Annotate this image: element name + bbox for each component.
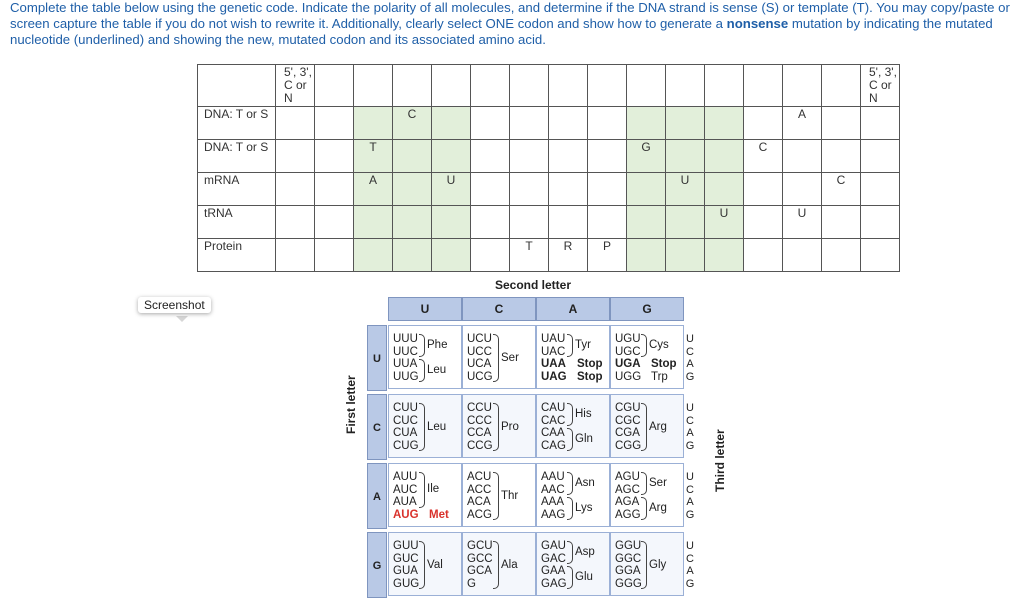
worksheet-cell: U [666,173,705,206]
first-letter-label: First letter [344,375,358,434]
worksheet-cell [393,239,432,272]
worksheet-cell: U [432,173,471,206]
third-letter-g: G [685,508,695,521]
worksheet-cell [744,107,783,140]
codon: GCA [467,565,492,578]
worksheet-cell: A [354,173,393,206]
worksheet-row [198,140,900,173]
worksheet-cell [666,239,705,272]
codon: CAG [541,439,566,452]
codon: AUC [393,483,418,496]
worksheet-cell [393,206,432,239]
worksheet-cell [588,206,627,239]
codon: GAC [541,552,566,565]
worksheet-cell [510,140,549,173]
worksheet-header-row [198,65,900,107]
codon: ACG [467,508,492,521]
worksheet-cell: R [549,239,588,272]
first-letter-a: A [367,463,387,529]
instructions-part2: mutation by indicating the mutated nucleotide (underlined) and showing the new, mutated codon and its associated amino acid. [10,16,993,47]
worksheet-cell [315,107,354,140]
worksheet-cell [822,65,861,107]
codon: UUC [393,345,418,358]
brace-bracket [419,541,425,589]
genetic-code-chart [340,278,727,609]
codon: CUG [393,439,419,452]
codon-block-uc [462,325,536,389]
codon: CAC [541,414,566,427]
codon: CGA [615,427,640,440]
worksheet-cell [315,173,354,206]
worksheet-cell [783,65,822,107]
third-letter-c: C [686,345,694,358]
codon: UCA [467,358,492,371]
codon: UGG [615,370,642,383]
worksheet-cell [627,107,666,140]
amino-acid-label: Trp [651,370,668,383]
codon: UGA [615,358,641,371]
brace-bracket [493,334,499,382]
amino-acid-label: Arg [649,420,667,433]
codon: AAC [541,483,565,496]
third-letter-column [683,402,697,452]
worksheet-cell [549,206,588,239]
third-letter-u: U [686,333,694,345]
codon: CAA [541,427,565,440]
amino-acid-label: Glu [575,571,593,584]
third-letter-g: G [685,439,695,452]
worksheet-table [197,64,900,272]
codon: AUG [393,508,419,521]
third-letter-a: A [686,358,694,371]
codon: GUG [393,577,420,590]
worksheet-row-label: mRNA [198,173,276,206]
amino-acid-label: Asn [575,477,595,490]
worksheet-cell [276,239,315,272]
brace-bracket [567,472,573,495]
second-letter-c: C [462,297,536,321]
codon: UUU [393,333,418,345]
codon: CCG [467,439,493,452]
codon: CCU [467,402,492,414]
worksheet-row-label: Protein [198,239,276,272]
brace-bracket [567,566,573,589]
amino-acid-label: Stop [651,358,677,371]
codon: AGU [615,471,640,483]
worksheet-cell [510,65,549,107]
third-letter-column [683,333,697,383]
worksheet-row [198,173,900,206]
codon: UCC [467,345,492,358]
instructions-text [10,0,1020,48]
worksheet-cell [549,107,588,140]
codon: GAA [541,565,566,578]
codon: G [467,577,476,590]
worksheet-cell [549,65,588,107]
second-letter-a: A [536,297,610,321]
brace-bracket [641,334,647,357]
codon: UAC [541,345,566,358]
amino-acid-label: Ser [501,351,519,364]
worksheet-cell [471,140,510,173]
codon: CUC [393,414,418,427]
amino-acid-label: Thr [501,489,519,502]
brace-bracket [567,428,573,451]
brace-bracket [493,472,499,520]
worksheet-cell [627,239,666,272]
worksheet-cell [705,173,744,206]
worksheet-cell [861,107,900,140]
third-letter-g: G [685,370,695,383]
worksheet-cell [588,65,627,107]
worksheet-cell [510,173,549,206]
codon: AAA [541,496,565,509]
worksheet-cell [822,239,861,272]
worksheet-cell [315,140,354,173]
worksheet-cell [783,140,822,173]
worksheet-cell [315,65,354,107]
brace-bracket [641,541,647,589]
codon-block-cg [610,394,684,458]
worksheet-cell [432,140,471,173]
worksheet-row [198,239,900,272]
worksheet-cell: P [588,239,627,272]
worksheet-cell: T [354,140,393,173]
brace-bracket [567,497,573,520]
third-letter-a: A [686,565,694,578]
codon: GGA [615,565,641,578]
codon: GUU [393,540,419,552]
worksheet-cell [471,206,510,239]
worksheet-cell [354,65,393,107]
amino-acid-label: His [575,408,592,421]
codon: AUA [393,496,417,509]
worksheet-cell: C [393,107,432,140]
amino-acid-label: Ile [427,483,440,496]
third-letter-u: U [686,402,694,414]
worksheet-cell [783,173,822,206]
worksheet-cell [471,239,510,272]
first-letter-c: C [367,394,387,460]
amino-acid-label: Lys [575,502,593,515]
worksheet-cell [705,140,744,173]
amino-acid-label: Ser [649,477,667,490]
codon: AUU [393,471,418,483]
worksheet-cell [705,65,744,107]
brace-bracket [567,403,573,426]
worksheet-cell [315,239,354,272]
amino-acid-label: Arg [649,502,667,515]
worksheet-cell [354,206,393,239]
third-letter-c: C [686,414,694,427]
codon: AGG [615,508,641,521]
worksheet-cell: G [627,140,666,173]
codon: GUA [393,565,418,578]
amino-acid-label: Leu [427,364,447,377]
brace-bracket [567,334,573,357]
worksheet-cell [432,65,471,107]
codon: GGU [615,540,642,552]
amino-acid-label: Leu [427,420,447,433]
worksheet-cell: C [744,140,783,173]
codon: GCC [467,552,493,565]
codon: ACU [467,471,492,483]
worksheet-cell: U [705,206,744,239]
amino-acid-label: Phe [427,339,448,352]
worksheet-cell: A [783,107,822,140]
codon-block-cc [462,394,536,458]
codon: CCA [467,427,492,440]
amino-acid-label: Tyr [575,339,591,352]
codon: CAU [541,402,566,414]
third-letter-a: A [686,427,694,440]
codon: CUA [393,427,418,440]
worksheet-cell [276,206,315,239]
third-letter-c: C [686,483,694,496]
codon: ACC [467,483,492,496]
worksheet-cell [588,140,627,173]
worksheet-cell [276,107,315,140]
codon-block-gc [462,532,536,596]
amino-acid-label: Val [427,558,443,571]
worksheet-cell [471,65,510,107]
brace-bracket [641,472,647,495]
instructions-part1: Complete the table below using the genetic code. Indicate the polarity of all molecules, and determine if the DNA strand is sense (S) or template (T). You may copy/paste or screen capture the table if you do not wish to rewrite it. Additionally, clearly select ONE codon and show how to generate a [10,0,1010,31]
codon: ACA [467,496,491,509]
worksheet-cell [861,206,900,239]
codon: UAA [541,358,566,371]
worksheet-cell [627,173,666,206]
codon-block-aa [536,463,610,527]
worksheet-row [198,206,900,239]
third-letter-label: Third letter [713,429,727,492]
codon: GGG [615,577,642,590]
third-letter-u: U [686,471,694,483]
amino-acid-label: Asp [575,546,595,559]
third-letter-c: C [686,552,694,565]
worksheet-row [198,107,900,140]
header-polarity-last: 5', 3', C or N [861,65,900,107]
worksheet-cell [666,65,705,107]
amino-acid-label: Ala [501,558,518,571]
worksheet-cell [354,239,393,272]
codon: UGC [615,345,641,358]
codon: AAU [541,471,565,483]
codon-block-gg [610,532,684,596]
first-letter-u: U [367,325,387,391]
worksheet-cell [588,107,627,140]
amino-acid-label: Gly [649,558,667,571]
codon: UAU [541,333,566,345]
amino-acid-label: Met [429,508,449,521]
worksheet-cell [666,140,705,173]
worksheet-cell [822,206,861,239]
worksheet-cell [666,206,705,239]
worksheet-cell [432,239,471,272]
worksheet-cell [861,173,900,206]
worksheet-row-label: DNA: T or S [198,107,276,140]
second-letter-u: U [388,297,462,321]
second-letter-label: Second letter [495,278,572,292]
worksheet-cell [705,239,744,272]
worksheet-cell [393,140,432,173]
worksheet-cell [315,206,354,239]
brace-bracket [419,472,425,508]
codon-block-gu [388,532,462,596]
worksheet-cell [276,173,315,206]
codon-block-ug [610,325,684,389]
codon: AGA [615,496,640,509]
worksheet-cell [549,140,588,173]
worksheet-cell [744,239,783,272]
worksheet-cell [471,173,510,206]
worksheet-cell [783,239,822,272]
codon: UUG [393,370,419,383]
codon: AAG [541,508,566,521]
brace-bracket [641,497,647,520]
codon-block-ac [462,463,536,527]
codon: AGC [615,483,640,496]
brace-bracket [493,403,499,451]
worksheet-cell [705,107,744,140]
worksheet-cell [861,239,900,272]
amino-acid-label: Pro [501,420,519,433]
worksheet-cell [822,107,861,140]
amino-acid-label: Gln [575,433,593,446]
codon-block-uu [388,325,462,389]
codon-block-ca [536,394,610,458]
codon-block-ag [610,463,684,527]
brace-bracket [419,359,425,382]
codon: CUU [393,402,418,414]
codon-block-ua [536,325,610,389]
first-letter-g: G [367,532,387,598]
worksheet-cell [354,107,393,140]
screenshot-tooltip: Screenshot [138,297,211,313]
worksheet-corner-cell [198,65,276,107]
codon: GCU [467,540,493,552]
worksheet-cell [627,206,666,239]
worksheet-row-label: tRNA [198,206,276,239]
instructions-bold-word: nonsense [726,16,789,31]
worksheet-cell [432,107,471,140]
brace-bracket [419,403,425,451]
worksheet-cell [432,206,471,239]
codon: CGC [615,414,641,427]
brace-bracket [641,403,647,451]
worksheet-row-label: DNA: T or S [198,140,276,173]
codon-block-ga [536,532,610,596]
third-letter-u: U [686,540,694,552]
codon: CCC [467,414,492,427]
codon-block-au [388,463,462,527]
amino-acid-label: Stop [577,370,603,383]
worksheet-cell [666,107,705,140]
brace-bracket [419,334,425,357]
codon: GAG [541,577,567,590]
worksheet-cell [393,173,432,206]
codon: CGU [615,402,641,414]
worksheet-cell [744,173,783,206]
amino-acid-label: Stop [577,358,603,371]
worksheet-cell [471,107,510,140]
worksheet-cell [588,173,627,206]
codon: GGC [615,552,642,565]
codon: UGU [615,333,641,345]
third-letter-column [683,540,697,590]
worksheet-cell [393,65,432,107]
worksheet-cell [744,206,783,239]
amino-acid-label: Cys [649,339,669,352]
tooltip-tail [176,316,188,322]
worksheet-cell [744,65,783,107]
worksheet-cell [510,206,549,239]
worksheet-cell [627,65,666,107]
third-letter-a: A [686,496,694,509]
worksheet-cell: T [510,239,549,272]
brace-bracket [493,541,499,589]
codon-block-cu [388,394,462,458]
worksheet-cell: U [783,206,822,239]
worksheet-cell [276,140,315,173]
brace-bracket [567,541,573,564]
header-polarity-first: 5', 3', C or N [276,65,315,107]
codon: GAU [541,540,566,552]
worksheet-cell [822,140,861,173]
codon: GUC [393,552,419,565]
worksheet-cell [510,107,549,140]
worksheet-cell [549,173,588,206]
codon: UCU [467,333,492,345]
codon: UCG [467,370,493,383]
third-letter-g: G [685,577,695,590]
codon: UUA [393,358,418,371]
worksheet-cell: C [822,173,861,206]
worksheet-cell [861,140,900,173]
second-letter-g: G [610,297,684,321]
third-letter-column [683,471,697,521]
codon: CGG [615,439,642,452]
codon: UAG [541,370,567,383]
